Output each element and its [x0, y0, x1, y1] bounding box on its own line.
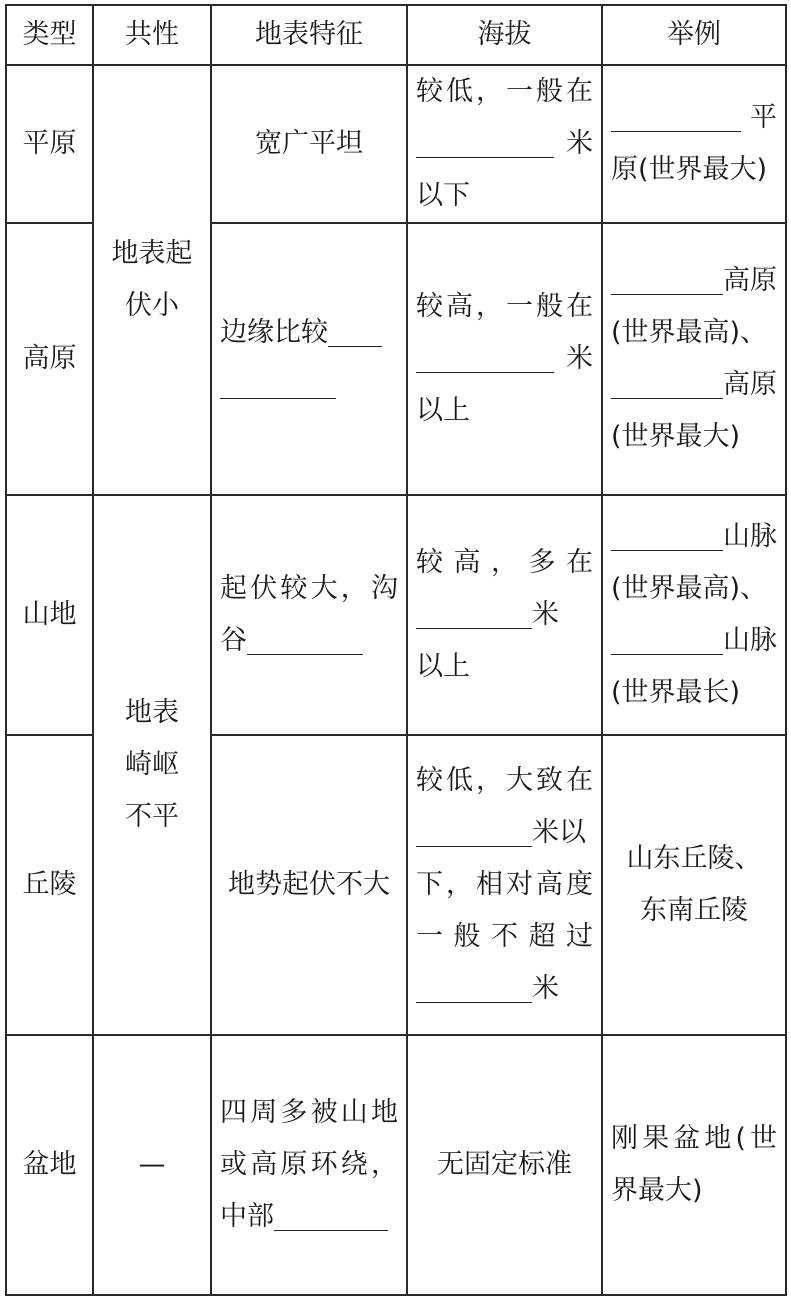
mountain-type: 山地 — [6, 495, 93, 735]
mountain-feature-line1: 起伏较大，沟 — [220, 573, 398, 604]
fill-blank[interactable] — [220, 368, 336, 399]
group2-common — [93, 495, 211, 1035]
hill-alt-line3: 下，相对高度 — [416, 869, 593, 900]
basin-feature-line3: 中部 — [220, 1191, 398, 1243]
fill-blank[interactable] — [416, 816, 532, 847]
hill-ex-line2: 东南丘陵 — [640, 895, 748, 926]
plateau-alt-line3: 以上 — [416, 395, 470, 426]
plain-feature: 宽广平坦 — [211, 65, 407, 223]
row-mountain — [6, 495, 786, 735]
plain-ex-line1: 平 — [611, 92, 777, 144]
fill-blank[interactable] — [416, 972, 532, 1003]
basin-feature — [211, 1035, 407, 1295]
mountain-alt-line1: 较高，多在 — [416, 547, 593, 578]
mountain-altitude — [407, 495, 602, 735]
mountain-feature-line2: 谷 — [220, 615, 398, 667]
plateau-ex-line2: (世界最高)、 — [611, 317, 768, 348]
row-basin — [6, 1035, 786, 1295]
basin-feature-line1: 四周多被山地 — [220, 1097, 398, 1128]
group2-common-line1: 地表 — [125, 697, 179, 728]
plateau-ex-line4: (世界最大) — [611, 421, 741, 452]
mountain-alt-line2: 米 — [416, 589, 593, 641]
basin-example — [602, 1035, 786, 1295]
plain-alt-line1: 较低，一般在 — [416, 76, 593, 107]
header-feature: 地表特征 — [211, 5, 407, 65]
basin-feature-line2: 或高原环绕， — [220, 1149, 398, 1180]
landform-table — [5, 4, 787, 1296]
group1-common — [93, 65, 211, 495]
row-plain — [6, 65, 786, 223]
mountain-ex-line4: (世界最长) — [611, 677, 741, 708]
fill-blank[interactable] — [416, 598, 532, 629]
hill-altitude — [407, 735, 602, 1035]
fill-blank[interactable] — [247, 624, 363, 655]
header-type: 类型 — [6, 5, 93, 65]
fill-blank[interactable] — [611, 520, 723, 551]
header-example: 举例 — [602, 5, 786, 65]
fill-blank[interactable] — [611, 264, 723, 295]
plain-alt-line2: 米 — [416, 118, 593, 170]
group2-common-line3: 不平 — [125, 801, 179, 832]
hill-ex-line1: 山东丘陵、 — [626, 843, 762, 874]
fill-blank[interactable] — [611, 101, 741, 132]
hill-feature: 地势起伏不大 — [211, 735, 407, 1035]
header-common: 共性 — [93, 5, 211, 65]
plain-type: 平原 — [6, 65, 93, 223]
hill-alt-line2: 米以 — [416, 807, 593, 859]
group1-common-line1: 地表起 — [111, 238, 193, 269]
mountain-ex-line3: 山脉 — [611, 615, 777, 667]
plateau-alt-line1: 较高，一般在 — [416, 291, 593, 322]
mountain-ex-line1: 山脉 — [611, 511, 777, 563]
plain-altitude — [407, 65, 602, 223]
mountain-feature — [211, 495, 407, 735]
plain-alt-line3: 以下 — [416, 180, 470, 211]
plateau-feature-line1: 边缘比较 — [220, 307, 398, 359]
basin-ex-line1: 刚果盆地(世 — [611, 1123, 777, 1154]
plateau-type: 高原 — [6, 223, 93, 495]
basin-common: — — [93, 1035, 211, 1295]
fill-blank[interactable] — [416, 342, 554, 373]
plain-ex-line2: 原(世界最大) — [611, 154, 768, 185]
header-row — [6, 5, 786, 65]
hill-alt-line1: 较低，大致在 — [416, 765, 593, 796]
basin-ex-line2: 界最大) — [611, 1175, 703, 1206]
plateau-ex-line3: 高原 — [611, 359, 777, 411]
hill-type: 丘陵 — [6, 735, 93, 1035]
group1-common-line2: 伏小 — [125, 290, 179, 321]
mountain-example — [602, 495, 786, 735]
mountain-alt-line3: 以上 — [416, 651, 470, 682]
plateau-feature-line2 — [220, 359, 398, 411]
plateau-alt-line2: 米 — [416, 333, 593, 385]
fill-blank[interactable] — [611, 624, 723, 655]
group2-common-line2: 崎岖 — [125, 749, 179, 780]
header-altitude: 海拔 — [407, 5, 602, 65]
basin-type: 盆地 — [6, 1035, 93, 1295]
plateau-altitude — [407, 223, 602, 495]
hill-alt-line4: 一般不超过 — [416, 921, 593, 952]
plateau-ex-line1: 高原 — [611, 255, 777, 307]
plateau-example — [602, 223, 786, 495]
hill-example — [602, 735, 786, 1035]
plain-example — [602, 65, 786, 223]
fill-blank[interactable] — [328, 316, 382, 347]
hill-alt-line5: 米 — [416, 963, 593, 1015]
mountain-ex-line2: (世界最高)、 — [611, 573, 768, 604]
basin-altitude: 无固定标准 — [407, 1035, 602, 1295]
plateau-feature — [211, 223, 407, 495]
fill-blank[interactable] — [611, 368, 723, 399]
fill-blank[interactable] — [416, 127, 554, 158]
fill-blank[interactable] — [274, 1200, 388, 1231]
